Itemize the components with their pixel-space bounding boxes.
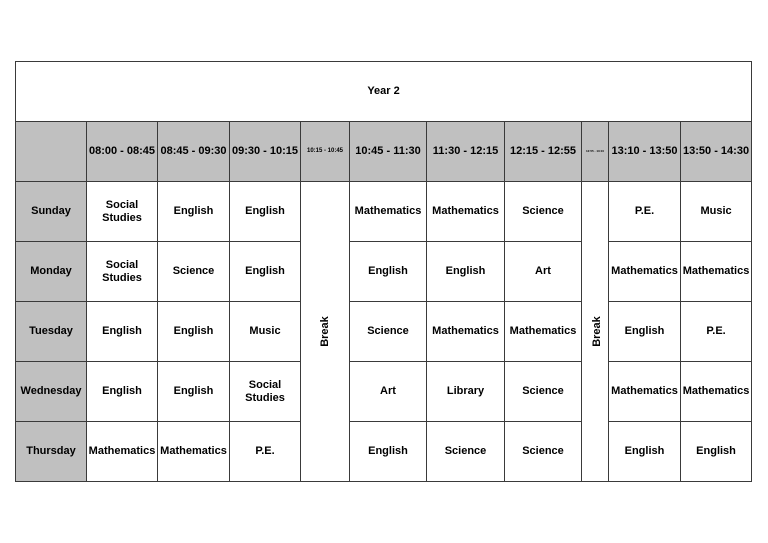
period-cell: English — [350, 242, 427, 302]
lunch-break-cell — [582, 182, 609, 482]
period-cell: P.E. — [609, 182, 681, 242]
period-cell: Art — [350, 362, 427, 422]
period-cell: English — [158, 362, 230, 422]
period-cell: Science — [505, 422, 582, 482]
period-cell: Mathematics — [609, 242, 681, 302]
day-row-thursday — [16, 422, 752, 482]
period-cell: Mathematics — [87, 422, 158, 482]
day-label: Wednesday — [16, 362, 87, 422]
period-cell: English — [427, 242, 505, 302]
period-cell: English — [158, 302, 230, 362]
day-row-monday — [16, 242, 752, 302]
time-header-row — [16, 122, 752, 182]
period-cell: Music — [230, 302, 301, 362]
period-cell: Art — [505, 242, 582, 302]
period-cell: Mathematics — [427, 182, 505, 242]
time-slot: 13:10 - 13:50 — [609, 122, 681, 182]
period-cell: English — [158, 182, 230, 242]
timetable-title: Year 2 — [16, 62, 752, 122]
period-cell: Mathematics — [681, 362, 752, 422]
period-cell: Science — [505, 362, 582, 422]
period-cell: Science — [427, 422, 505, 482]
period-cell: Mathematics — [350, 182, 427, 242]
day-label: Thursday — [16, 422, 87, 482]
period-cell: English — [230, 242, 301, 302]
day-row-tuesday — [16, 302, 752, 362]
morning-break-cell — [301, 182, 350, 482]
break-label: Break — [318, 316, 331, 347]
period-cell: English — [609, 302, 681, 362]
period-cell: English — [87, 362, 158, 422]
period-cell: Mathematics — [158, 422, 230, 482]
period-cell: Mathematics — [609, 362, 681, 422]
timetable — [15, 61, 752, 482]
period-cell: English — [350, 422, 427, 482]
time-slot: 12:15 - 12:55 — [505, 122, 582, 182]
period-cell: English — [681, 422, 752, 482]
time-slot: 08:00 - 08:45 — [87, 122, 158, 182]
corner-cell — [16, 122, 87, 182]
time-slot: 10:45 - 11:30 — [350, 122, 427, 182]
period-cell: English — [230, 182, 301, 242]
period-cell: Social Studies — [230, 362, 301, 422]
day-label: Monday — [16, 242, 87, 302]
period-cell: Mathematics — [681, 242, 752, 302]
time-slot: 09:30 - 10:15 — [230, 122, 301, 182]
period-cell: P.E. — [681, 302, 752, 362]
period-cell: English — [609, 422, 681, 482]
period-cell: Science — [350, 302, 427, 362]
break-label: Break — [590, 316, 603, 347]
day-row-wednesday — [16, 362, 752, 422]
period-cell: Music — [681, 182, 752, 242]
day-row-sunday — [16, 182, 752, 242]
period-cell: Mathematics — [427, 302, 505, 362]
time-slot: 13:50 - 14:30 — [681, 122, 752, 182]
break-time-slot: 10:15 - 10:45 — [301, 122, 350, 182]
period-cell: Science — [505, 182, 582, 242]
period-cell: Mathematics — [505, 302, 582, 362]
day-label: Sunday — [16, 182, 87, 242]
period-cell: Social Studies — [87, 242, 158, 302]
break-time-slot: 12:55 - 13:10 — [582, 122, 609, 182]
period-cell: English — [87, 302, 158, 362]
period-cell: P.E. — [230, 422, 301, 482]
period-cell: Social Studies — [87, 182, 158, 242]
day-label: Tuesday — [16, 302, 87, 362]
period-cell: Library — [427, 362, 505, 422]
time-slot: 11:30 - 12:15 — [427, 122, 505, 182]
time-slot: 08:45 - 09:30 — [158, 122, 230, 182]
period-cell: Science — [158, 242, 230, 302]
